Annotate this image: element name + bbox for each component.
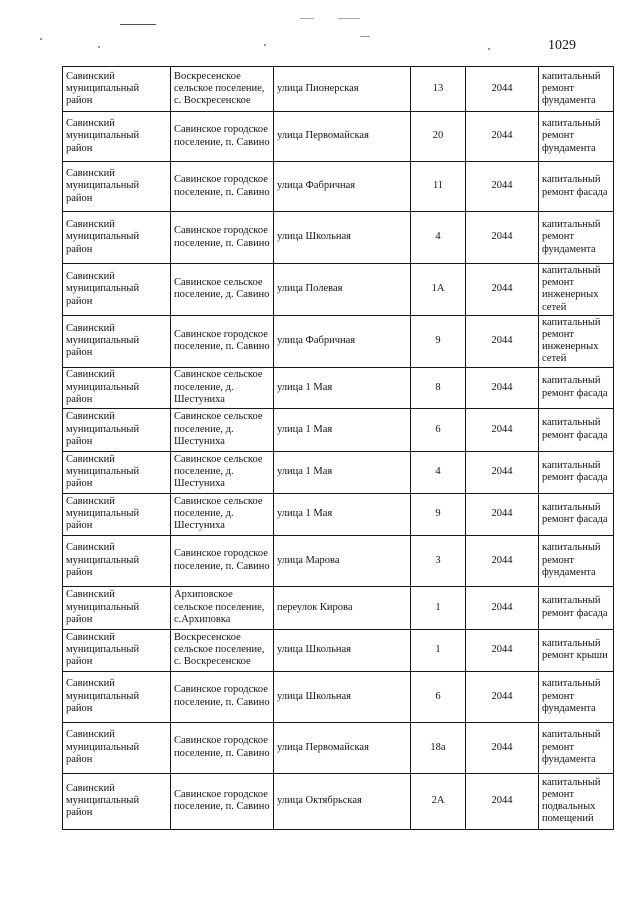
house-number-cell: 20 [411, 112, 466, 162]
house-number-cell: 6 [411, 671, 466, 722]
district-cell: Савинский муниципальный район [63, 773, 171, 829]
house-number-cell: 1А [411, 264, 466, 316]
year-cell: 2044 [466, 671, 539, 722]
settlement-cell: Савинское сельское поселение, д. Савино [171, 264, 274, 316]
street-cell: улица Марова [274, 535, 411, 586]
year-cell: 2044 [466, 451, 539, 493]
work-type-cell: капитальный ремонт фундамента [539, 671, 614, 722]
district-cell: Савинский муниципальный район [63, 722, 171, 773]
house-number-cell: 1 [411, 629, 466, 671]
street-cell: улица Октябрьская [274, 773, 411, 829]
settlement-cell: Савинское городское поселение, п. Савино [171, 112, 274, 162]
street-cell: улица Первомайская [274, 112, 411, 162]
year-cell: 2044 [466, 493, 539, 535]
year-cell: 2044 [466, 67, 539, 112]
work-type-cell: капитальный ремонт фасада [539, 586, 614, 629]
street-cell: улица 1 Мая [274, 408, 411, 451]
page-number: 1029 [548, 38, 576, 53]
table-row [63, 315, 614, 367]
table-row [63, 367, 614, 408]
street-cell: улица 1 Мая [274, 367, 411, 408]
district-cell: Савинский муниципальный район [63, 315, 171, 367]
house-number-cell: 11 [411, 162, 466, 212]
work-type-cell: капитальный ремонт фундамента [539, 67, 614, 112]
settlement-cell: Савинское сельское поселение, д. Шестуниха [171, 408, 274, 451]
district-cell: Савинский муниципальный район [63, 162, 171, 212]
settlement-cell: Савинское городское поселение, п. Савино [171, 315, 274, 367]
street-cell: улица 1 Мая [274, 493, 411, 535]
table-row [63, 264, 614, 316]
district-cell: Савинский муниципальный район [63, 67, 171, 112]
work-type-cell: капитальный ремонт инженерных сетей [539, 264, 614, 316]
settlement-cell: Савинское сельское поселение, д. Шестуниха [171, 451, 274, 493]
street-cell: улица Первомайская [274, 722, 411, 773]
settlement-cell: Савинское городское поселение, п. Савино [171, 162, 274, 212]
street-cell: улица 1 Мая [274, 451, 411, 493]
work-type-cell: капитальный ремонт фундамента [539, 722, 614, 773]
house-number-cell: 2А [411, 773, 466, 829]
table-row [63, 722, 614, 773]
district-cell: Савинский муниципальный район [63, 535, 171, 586]
year-cell: 2044 [466, 212, 539, 264]
table-row [63, 493, 614, 535]
work-type-cell: капитальный ремонт фасада [539, 408, 614, 451]
settlement-cell: Савинское городское поселение, п. Савино [171, 773, 274, 829]
scan-mark [300, 18, 314, 19]
year-cell: 2044 [466, 315, 539, 367]
settlement-cell: Савинское сельское поселение, д. Шестуниха [171, 493, 274, 535]
settlement-cell: Воскресенское сельское поселение, с. Воскресенское [171, 629, 274, 671]
work-type-cell: капитальный ремонт фундамента [539, 212, 614, 264]
house-number-cell: 4 [411, 451, 466, 493]
district-cell: Савинский муниципальный район [63, 408, 171, 451]
district-cell: Савинский муниципальный район [63, 212, 171, 264]
street-cell: улица Фабричная [274, 162, 411, 212]
district-cell: Савинский муниципальный район [63, 112, 171, 162]
work-type-cell: капитальный ремонт фундамента [539, 112, 614, 162]
year-cell: 2044 [466, 162, 539, 212]
year-cell: 2044 [466, 629, 539, 671]
year-cell: 2044 [466, 586, 539, 629]
scan-dot [488, 48, 490, 50]
table-row [63, 535, 614, 586]
house-number-cell: 9 [411, 493, 466, 535]
year-cell: 2044 [466, 112, 539, 162]
work-type-cell: капитальный ремонт фасада [539, 451, 614, 493]
district-cell: Савинский муниципальный район [63, 451, 171, 493]
scan-dot [264, 44, 266, 46]
district-cell: Савинский муниципальный район [63, 264, 171, 316]
work-type-cell: капитальный ремонт фасада [539, 367, 614, 408]
scan-mark [120, 24, 156, 25]
street-cell: улица Школьная [274, 629, 411, 671]
settlement-cell: Савинское городское поселение, п. Савино [171, 671, 274, 722]
year-cell: 2044 [466, 535, 539, 586]
work-type-cell: капитальный ремонт подвальных помещений [539, 773, 614, 829]
house-number-cell: 6 [411, 408, 466, 451]
scan-mark [338, 18, 360, 19]
table-row [63, 629, 614, 671]
table-row [63, 408, 614, 451]
house-number-cell: 1 [411, 586, 466, 629]
settlement-cell: Архиповское сельское поселение, с.Архиповка [171, 586, 274, 629]
year-cell: 2044 [466, 367, 539, 408]
repair-schedule-table [62, 66, 614, 830]
year-cell: 2044 [466, 408, 539, 451]
settlement-cell: Савинское городское поселение, п. Савино [171, 722, 274, 773]
district-cell: Савинский муниципальный район [63, 493, 171, 535]
scan-dot [40, 38, 42, 40]
work-type-cell: капитальный ремонт фасада [539, 493, 614, 535]
district-cell: Савинский муниципальный район [63, 671, 171, 722]
street-cell: улица Школьная [274, 671, 411, 722]
table-row [63, 212, 614, 264]
work-type-cell: капитальный ремонт инженерных сетей [539, 315, 614, 367]
table-row [63, 451, 614, 493]
settlement-cell: Воскресенское сельское поселение, с. Воскресенское [171, 67, 274, 112]
table-row [63, 162, 614, 212]
scan-dot [98, 46, 100, 48]
table-row [63, 586, 614, 629]
district-cell: Савинский муниципальный район [63, 629, 171, 671]
street-cell: улица Школьная [274, 212, 411, 264]
settlement-cell: Савинское городское поселение, п. Савино [171, 212, 274, 264]
house-number-cell: 13 [411, 67, 466, 112]
street-cell: улица Полевая [274, 264, 411, 316]
street-cell: переулок Кирова [274, 586, 411, 629]
house-number-cell: 8 [411, 367, 466, 408]
street-cell: улица Пионерская [274, 67, 411, 112]
street-cell: улица Фабричная [274, 315, 411, 367]
house-number-cell: 3 [411, 535, 466, 586]
table-row [63, 112, 614, 162]
year-cell: 2044 [466, 773, 539, 829]
settlement-cell: Савинское сельское поселение, д. Шестуниха [171, 367, 274, 408]
table-row [63, 67, 614, 112]
year-cell: 2044 [466, 722, 539, 773]
year-cell: 2044 [466, 264, 539, 316]
table-row [63, 773, 614, 829]
house-number-cell: 9 [411, 315, 466, 367]
scan-mark [360, 36, 370, 37]
work-type-cell: капитальный ремонт фасада [539, 162, 614, 212]
work-type-cell: капитальный ремонт фундамента [539, 535, 614, 586]
settlement-cell: Савинское городское поселение, п. Савино [171, 535, 274, 586]
district-cell: Савинский муниципальный район [63, 586, 171, 629]
house-number-cell: 4 [411, 212, 466, 264]
house-number-cell: 18а [411, 722, 466, 773]
work-type-cell: капитальный ремонт крыши [539, 629, 614, 671]
table-row [63, 671, 614, 722]
district-cell: Савинский муниципальный район [63, 367, 171, 408]
